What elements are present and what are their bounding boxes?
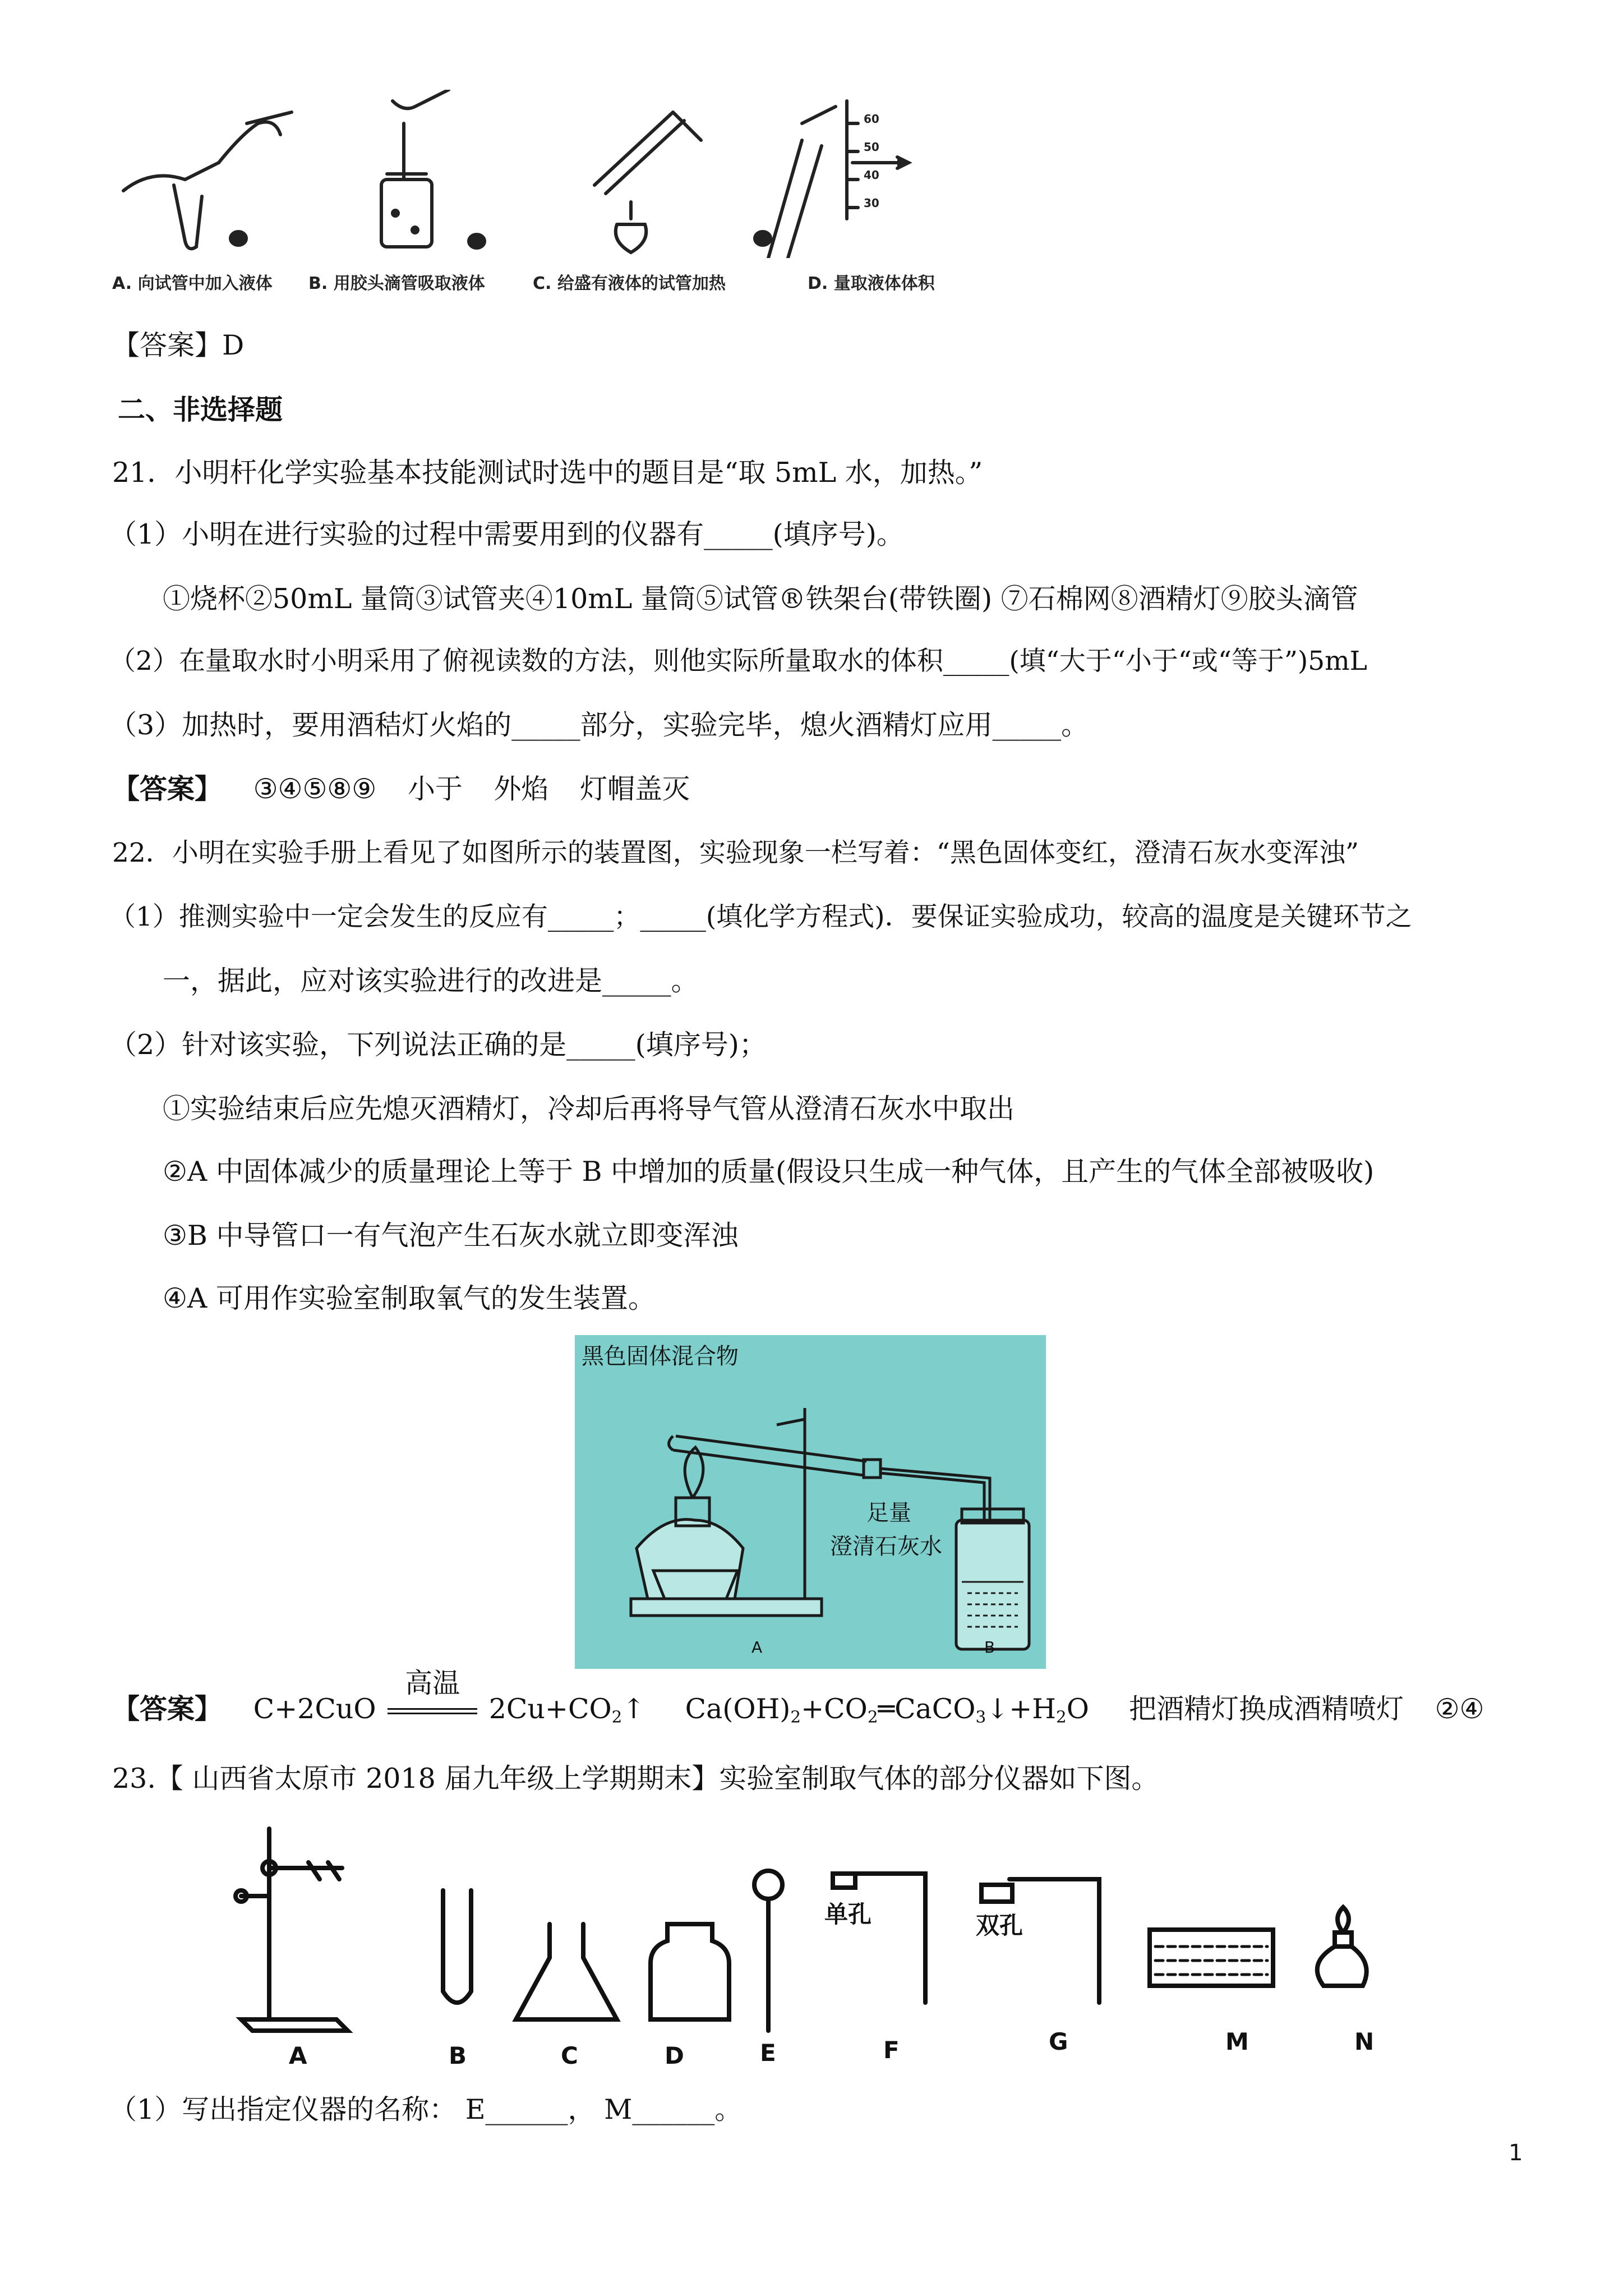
apparatus-drawing — [575, 1335, 1046, 1669]
scale-tick-40: 40 — [864, 168, 879, 182]
eq1-sub: 2 — [611, 1707, 623, 1727]
q21-stem: 21．小明杆化学实验基本技能测试时选中的题目是“取 5mL 水，加热。” — [112, 457, 983, 489]
q22-answer — [112, 1667, 1484, 1734]
q22-part1a: （1）推测实验中一定会发生的反应有_____；_____(填化学方程式)．要保证实验成功，较高的温度是关键环节之 — [109, 901, 1412, 932]
q22-stem: 22．小明在实验手册上看见了如图所示的装置图，实验现象一栏写着：“黑色固体变红，澄清石灰水变浑浊” — [112, 838, 1359, 868]
q21-part1: （1）小明在进行实验的过程中需要用到的仪器有_____(填序号)。 — [109, 518, 904, 550]
scale-tick-30: 30 — [864, 196, 879, 210]
eq2-left: Ca(OH) — [685, 1693, 791, 1725]
lab-operations-illustration — [112, 90, 965, 258]
q21-options: ①烧杯②50mL 量筒③试管夹④10mL 量筒⑤试管®铁架台(带铁圈) ⑦石棉网⑧酒精灯⑨胶头滴管 — [163, 583, 1358, 615]
instrument-label-f: F — [883, 2036, 900, 2064]
eq2-sub3: 3 — [975, 1707, 986, 1727]
eq2-sub4: 2 — [1056, 1707, 1067, 1727]
eq1-condition-wrap — [385, 1667, 480, 1727]
q22-answer-label: 【答案】 — [112, 1692, 223, 1725]
eq2-end: O — [1066, 1693, 1089, 1725]
eq1-left: C+2CuO — [253, 1693, 376, 1725]
q21-part3: （3）加热时，要用酒秸灯火焰的_____部分，实验完毕，熄火酒精灯应用_____。 — [109, 709, 1089, 741]
q21-part2: （2）在量取水时小明采用了俯视读数的方法，则他实际所量取水的体积_____(填“大于“小于“或“等于”)5mL — [109, 646, 1367, 677]
q22-part2: （2）针对该实验，下列说法正确的是_____(填序号)； — [109, 1029, 767, 1061]
label-b: B — [984, 1638, 995, 1657]
eq2-sub2: 2 — [867, 1707, 878, 1727]
eq2-right: ═CaCO — [878, 1693, 976, 1725]
caption-b: B. 用胶头滴管吸取液体 — [308, 274, 485, 293]
q23-part1: （1）写出指定仪器的名称： E______， M______。 — [109, 2093, 743, 2125]
caption-c: C. 给盛有液体的试管加热 — [533, 274, 726, 293]
scale-tick-60: 60 — [864, 112, 879, 126]
scale-tick-50: 50 — [864, 140, 879, 154]
q22-option-4: ④A 可用作实验室制取氧气的发生装置。 — [163, 1282, 656, 1314]
figure-title: 黑色固体混合物 — [582, 1343, 739, 1369]
q22-part1b: 一，据此，应对该实验进行的改进是_____。 — [163, 965, 699, 997]
eq1-right: 2Cu+CO — [488, 1693, 612, 1725]
answer-top: 【答案】D — [112, 329, 245, 361]
q23-instruments-figure — [208, 1818, 1430, 2076]
instrument-label-a: A — [289, 2042, 307, 2069]
q21-answer — [112, 771, 690, 807]
q21-answer-4: 灯帽盖灭 — [580, 773, 690, 805]
instrument-label-e: E — [760, 2039, 776, 2067]
q21-answer-3: 外焰 — [494, 773, 549, 805]
q22-apparatus-figure — [575, 1335, 1046, 1669]
eq1-condition: 高温 — [405, 1667, 460, 1699]
label-limewater: 澄清石灰水 — [830, 1534, 942, 1559]
instrument-label-b: B — [449, 2042, 467, 2069]
section-heading: 二、非选择题 — [118, 394, 283, 426]
instrument-label-d: D — [665, 2042, 684, 2069]
caption-d: D. 量取液体体积 — [808, 274, 935, 293]
eq2-sub1: 2 — [790, 1707, 801, 1727]
instrument-label-n: N — [1354, 2028, 1375, 2055]
page-number: 1 — [1509, 2140, 1523, 2166]
eq1-arrow — [388, 1708, 477, 1714]
label-double-hole: 双孔 — [976, 1912, 1023, 1939]
top-operations-figure — [112, 90, 965, 303]
label-a: A — [751, 1638, 763, 1657]
q21-answer-2: 小于 — [407, 773, 463, 805]
instruments-drawing — [208, 1818, 1430, 2042]
instrument-label-m: M — [1225, 2028, 1249, 2055]
q22-answer-choice: ②④ — [1435, 1693, 1484, 1725]
q21-answer-1: ③④⑤⑧⑨ — [253, 773, 377, 805]
q23-stem: 23.【 山西省太原市 2018 届九年级上学期期末】实验室制取气体的部分仪器如下图。 — [112, 1763, 1159, 1795]
q22-option-3: ③B 中导管口一有气泡产生石灰水就立即变浑浊 — [163, 1220, 739, 1251]
q22-option-1: ①实验结束后应先熄灭酒精灯，冷却后再将导气管从澄清石灰水中取出 — [163, 1093, 1015, 1125]
caption-a: A. 向试管中加入液体 — [112, 274, 273, 293]
label-sufficient: 足量 — [866, 1500, 911, 1526]
eq2-mid: +CO — [801, 1693, 868, 1725]
eq1-up: ↑ — [622, 1693, 645, 1725]
q22-answer-fix: 把酒精灯换成酒精喷灯 — [1129, 1693, 1404, 1725]
eq2-tail: ↓+H — [986, 1693, 1056, 1725]
q21-answer-label: 【答案】 — [112, 772, 223, 805]
label-single-hole: 单孔 — [824, 1901, 872, 1928]
q22-option-2: ②A 中固体减少的质量理论上等于 B 中增加的质量(假设只生成一种气体，且产生的气体全部被吸收) — [163, 1156, 1375, 1188]
instrument-label-g: G — [1049, 2028, 1068, 2055]
instrument-label-c: C — [561, 2042, 578, 2069]
